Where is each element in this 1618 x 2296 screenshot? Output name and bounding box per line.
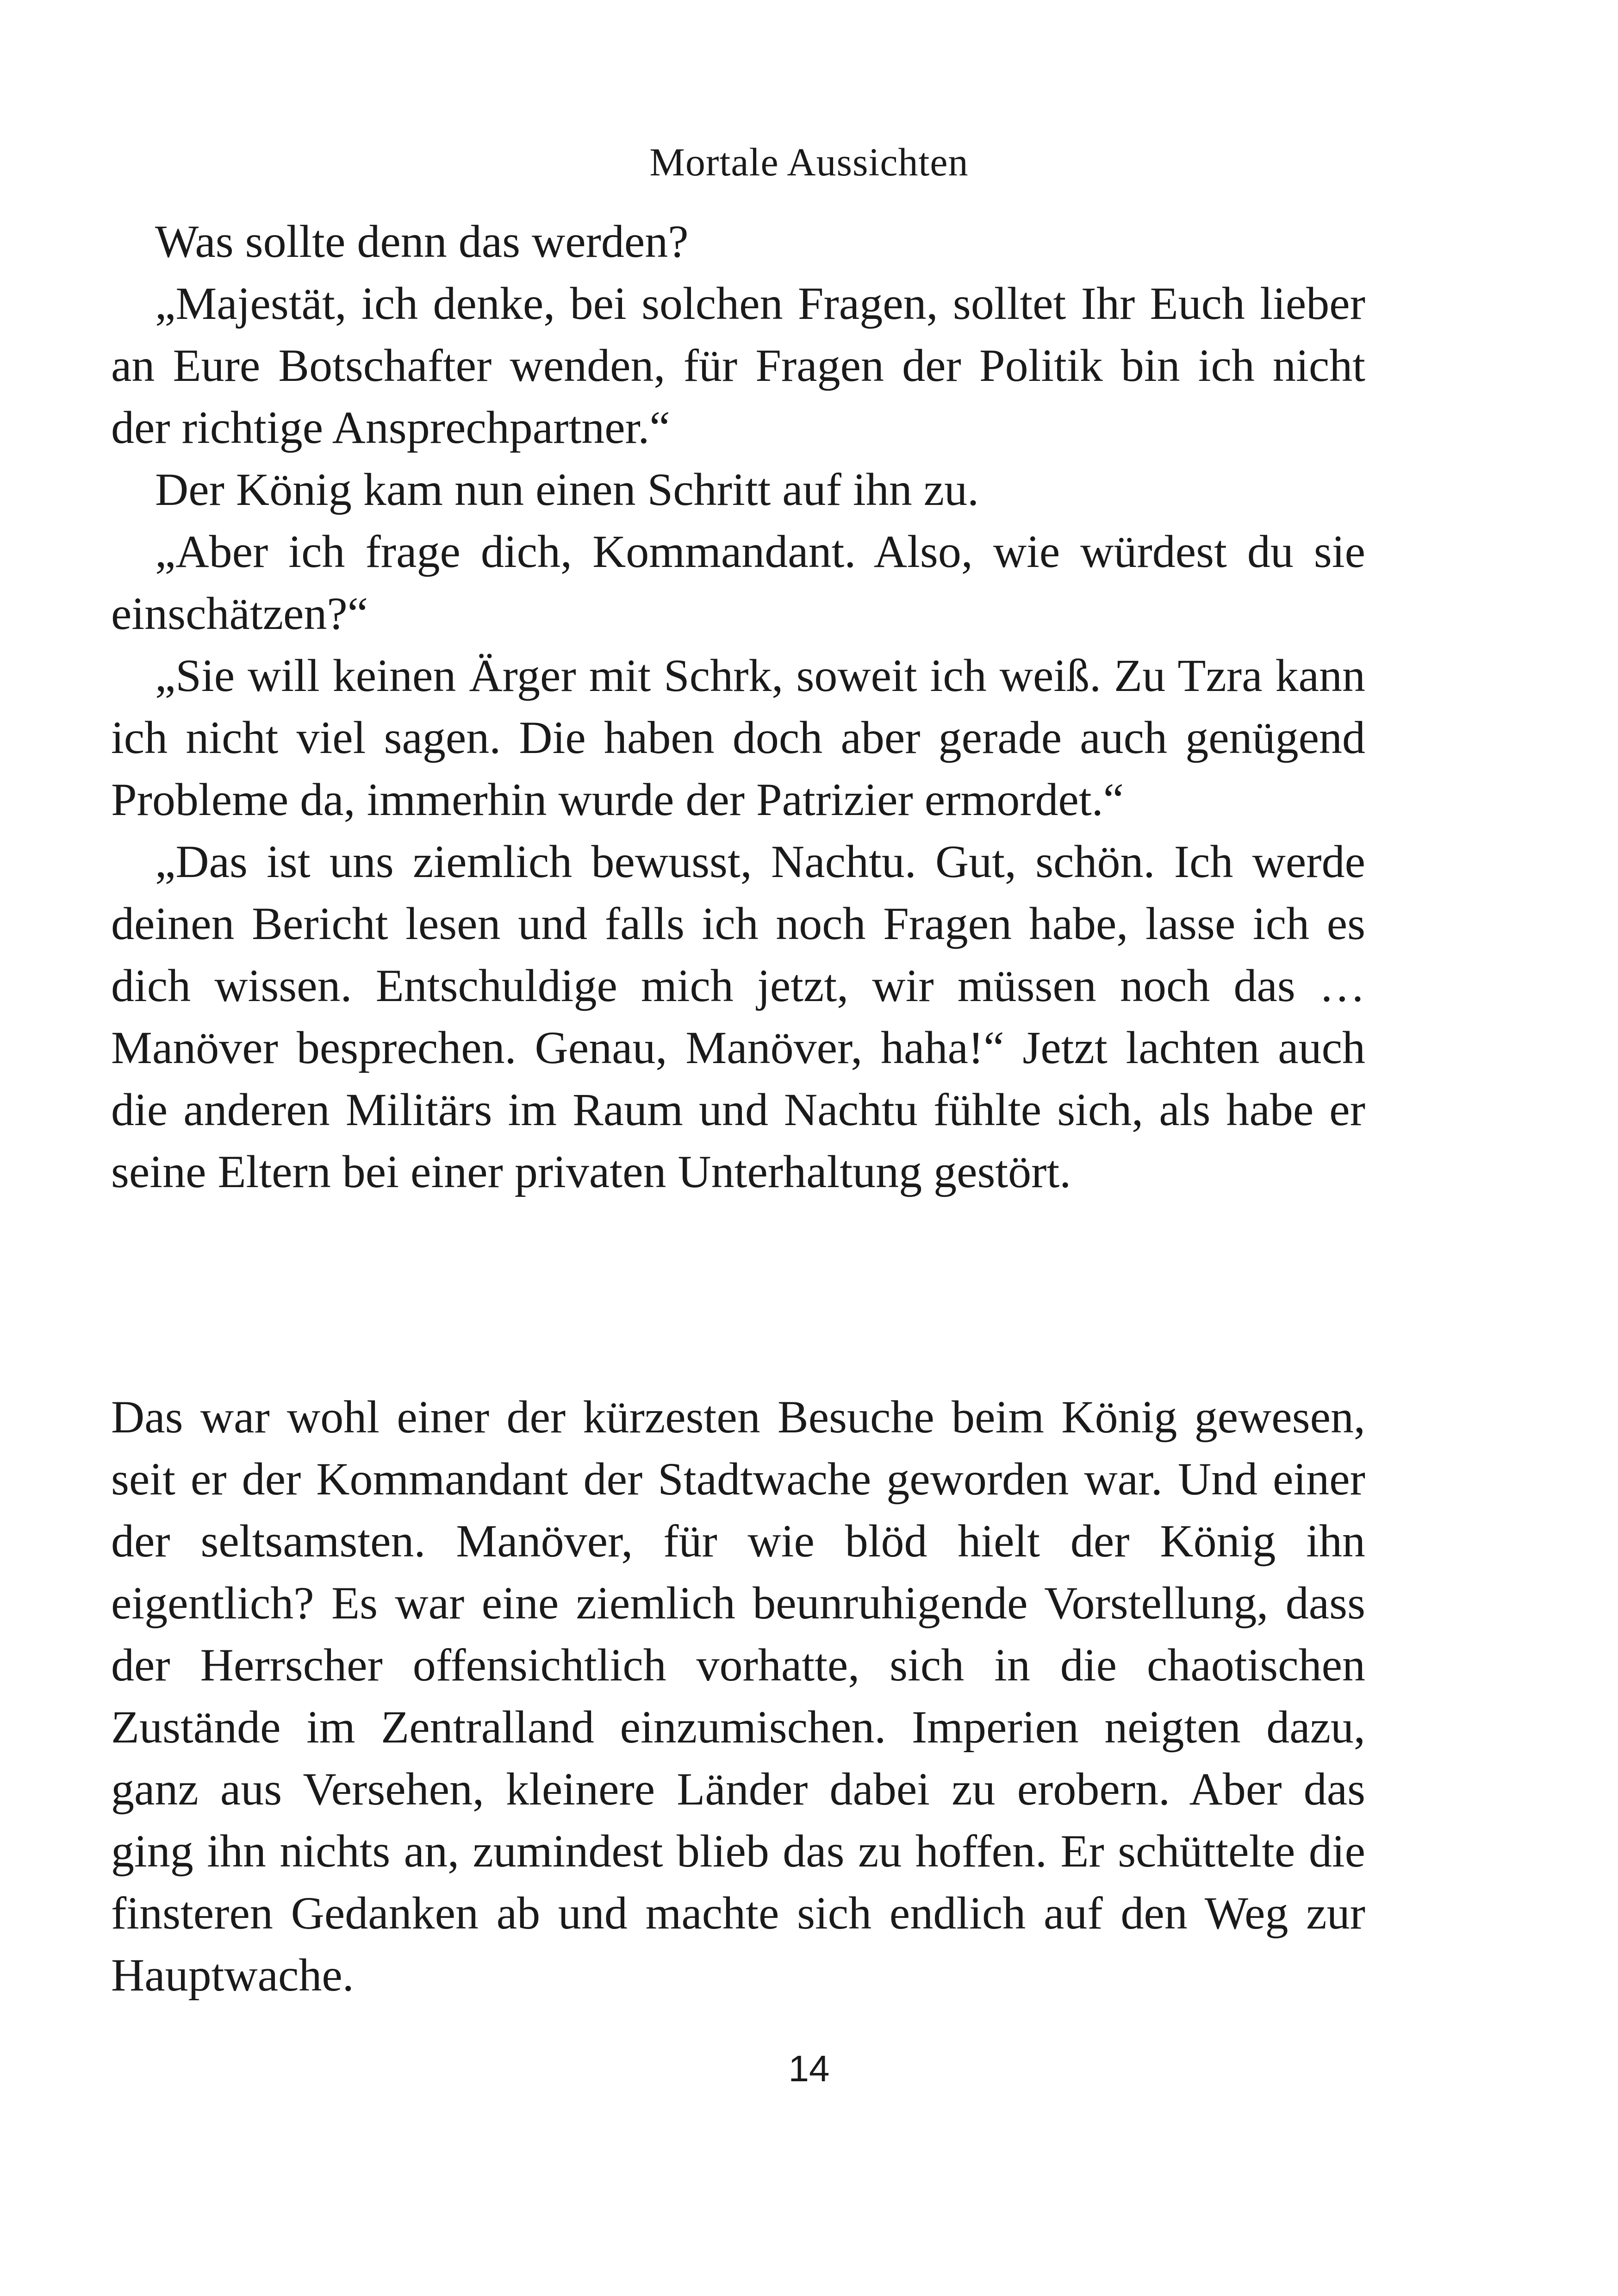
paragraph: „Majestät, ich denke, bei solchen Fragen, solltet Ihr Euch lieber an Eure Botschafter wenden, für Fragen der Politik bin ich nicht der richtige Ansprechpartner.“ [111, 278, 1365, 453]
paragraph: „Das ist uns ziemlich bewusst, Nachtu. Gut, schön. Ich werde deinen Bericht lesen und falls ich noch Fragen habe, lasse ich es dich wissen. Entschuldige mich jetzt, wir müssen noch das … Manöver besprechen. Genau, Manöver, haha!“ Jetzt lachten auch die anderen Militärs im Raum und Nachtu fühlte sich, als habe er seine Eltern bei einer privaten Unterhaltung gestört. [111, 836, 1365, 1197]
paragraph: „Sie will keinen Ärger mit Schrk, soweit ich weiß. Zu Tzra kann ich nicht viel sagen. Die haben doch aber gerade auch genügend Probleme da, immerhin wurde der Patrizier ermordet.“ [111, 650, 1365, 825]
paragraph: „Aber ich frage dich, Kommandant. Also, wie würdest du sie einschätzen?“ [111, 526, 1365, 639]
paragraph: Was sollte denn das werden? [155, 216, 689, 267]
body-text-section-2 [111, 1386, 1365, 2006]
running-header: Mortale Aussichten [649, 140, 969, 184]
paragraph: Das war wohl einer der kürzesten Besuche beim König gewesen, seit er der Kommandant der Stadtwache geworden war. Und einer der seltsamsten. Manöver, für wie blöd hielt der König ihn eigentlich? Es war eine ziemlich beunruhigende Vorstellung, dass der Herrscher offensichtlich vorhatte, sich in die chaotischen Zustände im Zentralland einzumischen. Imperien neigten dazu, ganz aus Versehen, kleinere Länder dabei zu erobern. Aber das ging ihn nichts an, zumindest blieb das zu hoffen. Er schüttelte die finsteren Gedanken ab und machte sich endlich auf den Weg zur Hauptwache. [111, 1391, 1365, 2001]
page-number: 14 [788, 2048, 830, 2089]
body-text-section-1 [111, 211, 1365, 1203]
paragraph: Der König kam nun einen Schritt auf ihn zu. [155, 464, 979, 515]
